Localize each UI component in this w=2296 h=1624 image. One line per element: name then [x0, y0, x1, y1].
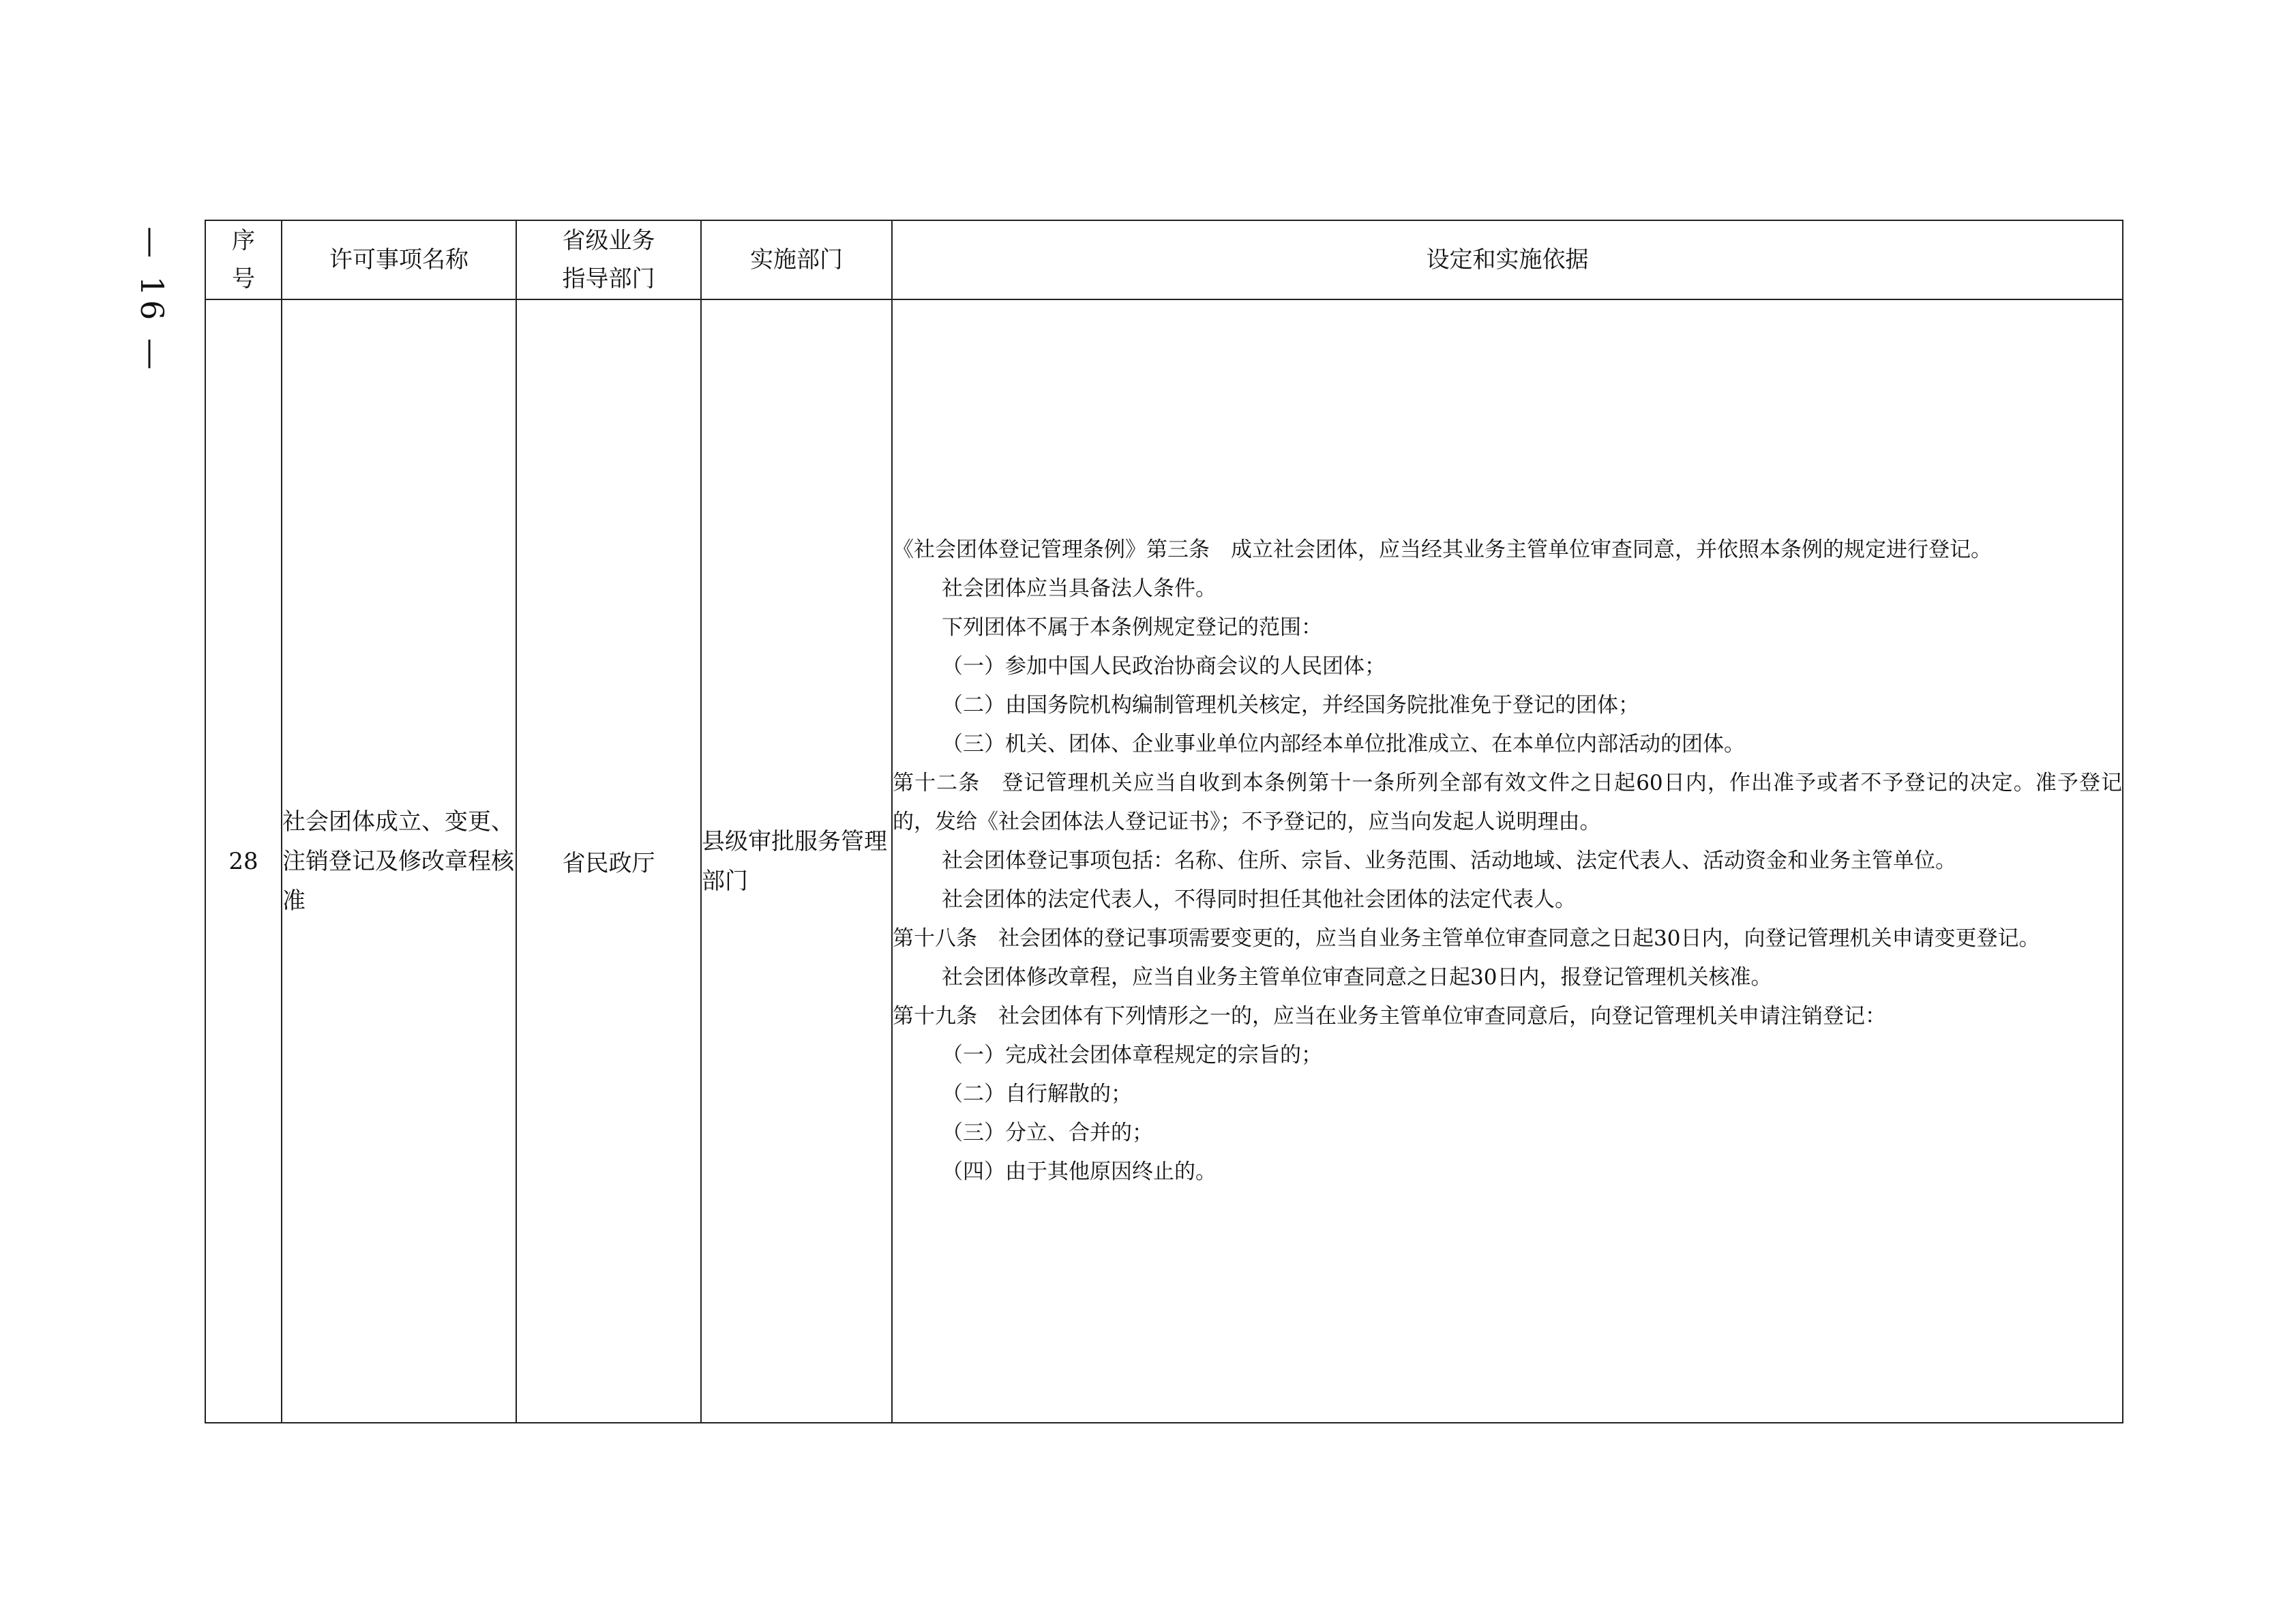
basis-paragraph: 第十八条 社会团体的登记事项需要变更的，应当自业务主管单位审查同意之日起30日内，向登记管理机关申请变更登记。 — [893, 926, 2040, 951]
page-number — [128, 211, 176, 389]
basis-paragraph: 《社会团体登记管理条例》第三条 成立社会团体，应当经其业务主管单位审查同意，并依照本条例的规定进行登记。 — [893, 537, 1992, 562]
cell-seq: 28 — [205, 299, 282, 1423]
basis-paragraph: 社会团体的法定代表人，不得同时担任其他社会团体的法定代表人。 — [942, 887, 1576, 912]
cell-name: 社会团体成立、变更、注销登记及修改章程核准 — [282, 299, 516, 1423]
basis-paragraph: 下列团体不属于本条例规定登记的范围： — [942, 615, 1322, 640]
header-seq-text: 序 号 — [232, 227, 255, 293]
cell-basis — [892, 299, 2123, 1423]
page-number-text: — 16 — — [134, 226, 170, 374]
basis-paragraph: 社会团体应当具备法人条件。 — [942, 576, 1217, 601]
header-row — [205, 220, 2123, 299]
header-seq — [205, 220, 282, 299]
cell-dept: 省民政厅 — [516, 299, 701, 1423]
header-impl: 实施部门 — [701, 220, 892, 299]
basis-paragraph: （三）分立、合并的； — [942, 1121, 1153, 1145]
basis-paragraph: 社会团体修改章程，应当自业务主管单位审查同意之日起30日内，报登记管理机关核准。 — [942, 965, 1772, 990]
basis-paragraph: 第十九条 社会团体有下列情形之一的，应当在业务主管单位审查同意后，向登记管理机关申请注销登记： — [893, 1004, 1886, 1029]
header-name: 许可事项名称 — [282, 220, 516, 299]
basis-paragraph: 社会团体登记事项包括：名称、住所、宗旨、业务范围、活动地域、法定代表人、活动资金和业务主管单位。 — [942, 848, 1956, 873]
permit-table — [205, 220, 2123, 1423]
header-dept-text: 省级业务 指导部门 — [562, 227, 655, 293]
basis-paragraph: （一）完成社会团体章程规定的宗旨的； — [942, 1043, 1322, 1067]
cell-impl: 县级审批服务管理部门 — [701, 299, 892, 1423]
header-dept — [516, 220, 701, 299]
basis-paragraph: （二）自行解散的； — [942, 1082, 1132, 1106]
basis-paragraph: （二）由国务院机构编制管理机关核定，并经国务院批准免于登记的团体； — [942, 693, 1639, 718]
basis-paragraph: （四）由于其他原因终止的。 — [942, 1160, 1217, 1184]
header-basis: 设定和实施依据 — [892, 220, 2123, 299]
basis-paragraph: （一）参加中国人民政治协商会议的人民团体； — [942, 654, 1386, 679]
table-row — [205, 299, 2123, 1423]
basis-paragraph: （三）机关、团体、企业事业单位内部经本单位批准成立、在本单位内部活动的团体。 — [942, 732, 1745, 756]
basis-paragraph: 第十二条 登记管理机关应当自收到本条例第十一条所列全部有效文件之日起60日内，作出准予或者不予登记的决定。准予登记的，发给《社会团体法人登记证书》；不予登记的，应当向发起人说明理由。 — [893, 771, 2122, 834]
